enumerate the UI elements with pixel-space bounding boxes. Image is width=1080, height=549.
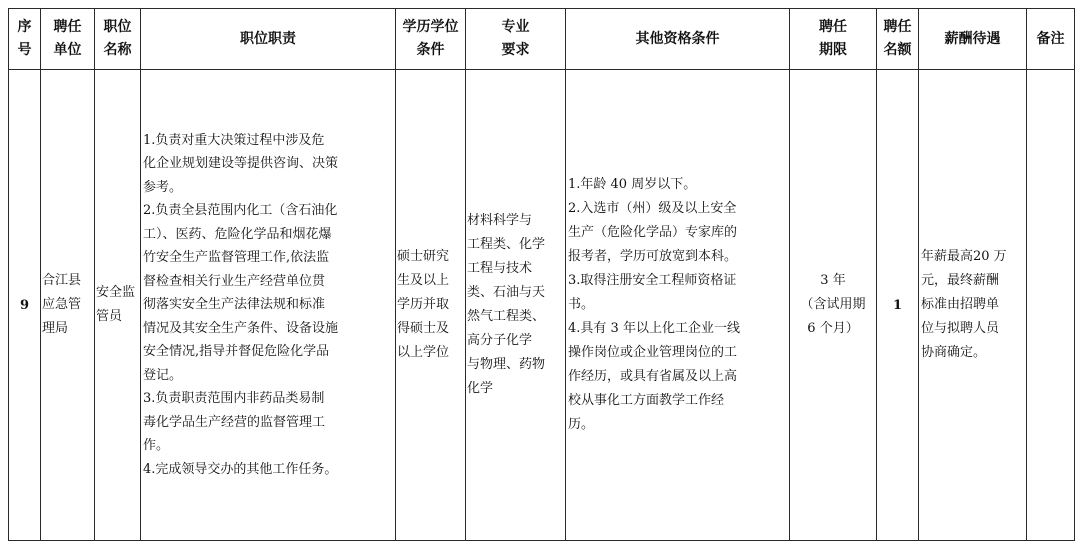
header-salary: 薪酬待遇 <box>919 9 1027 70</box>
cell-other-qualifications: 1.年龄 40 周岁以下。 2.入选市（州）级及以上安全 生产（危险化学品）专家库的 报考者，学历可放宽到本科。 3.取得注册安全工程师资格证 书。 4.具有 3 年以上化工企业一线 操作岗位或企业管理岗位的工 作经历，或具有省属及以上高 校从事化工方面教学工作经 历。 <box>566 70 790 541</box>
header-education: 学历学位 条件 <box>396 9 466 70</box>
header-other: 其他资格条件 <box>566 9 790 70</box>
table-row <box>9 70 1075 541</box>
cell-unit: 合江县 应急管 理局 <box>41 70 95 541</box>
header-duties: 职位职责 <box>141 9 396 70</box>
header-seq: 序 号 <box>9 9 41 70</box>
header-position: 职位 名称 <box>95 9 141 70</box>
header-remarks: 备注 <box>1027 9 1075 70</box>
cell-duties: 1.负责对重大决策过程中涉及危 化企业规划建设等提供咨询、决策 参考。 2.负责全县范围内化工（含石油化 工）、医药、危险化学品和烟花爆 竹安全生产监督管理工作,依法监 督检查相关行业生产经营单位贯 彻落实安全生产法律法规和标准 情况及其安全生产条件、设备设施 安全情况,指导并督促危险化学品 登记。 3.负责职责范围内非药品类易制 毒化学品生产经营的监督管理工 作。 4.完成领导交办的其他工作任务。 <box>141 70 396 541</box>
header-unit: 聘任 单位 <box>41 9 95 70</box>
cell-position: 安全监 管员 <box>95 70 141 541</box>
job-posting-table <box>8 8 1075 541</box>
cell-term: 3 年 （含试用期 6 个月） <box>790 70 877 541</box>
cell-salary: 年薪最高20 万 元，最终薪酬 标准由招聘单 位与拟聘人员 协商确定。 <box>919 70 1027 541</box>
cell-quota: 1 <box>877 70 919 541</box>
cell-major: 材料科学与 工程类、化学 工程与技术 类、石油与天 然气工程类、 高分子化学 与物理、药物 化学 <box>466 70 566 541</box>
header-major: 专业 要求 <box>466 9 566 70</box>
header-quota: 聘任 名额 <box>877 9 919 70</box>
cell-seq: 9 <box>9 70 41 541</box>
cell-remarks <box>1027 70 1075 541</box>
header-row <box>9 9 1075 70</box>
cell-education: 硕士研究 生及以上 学历并取 得硕士及 以上学位 <box>396 70 466 541</box>
header-term: 聘任 期限 <box>790 9 877 70</box>
